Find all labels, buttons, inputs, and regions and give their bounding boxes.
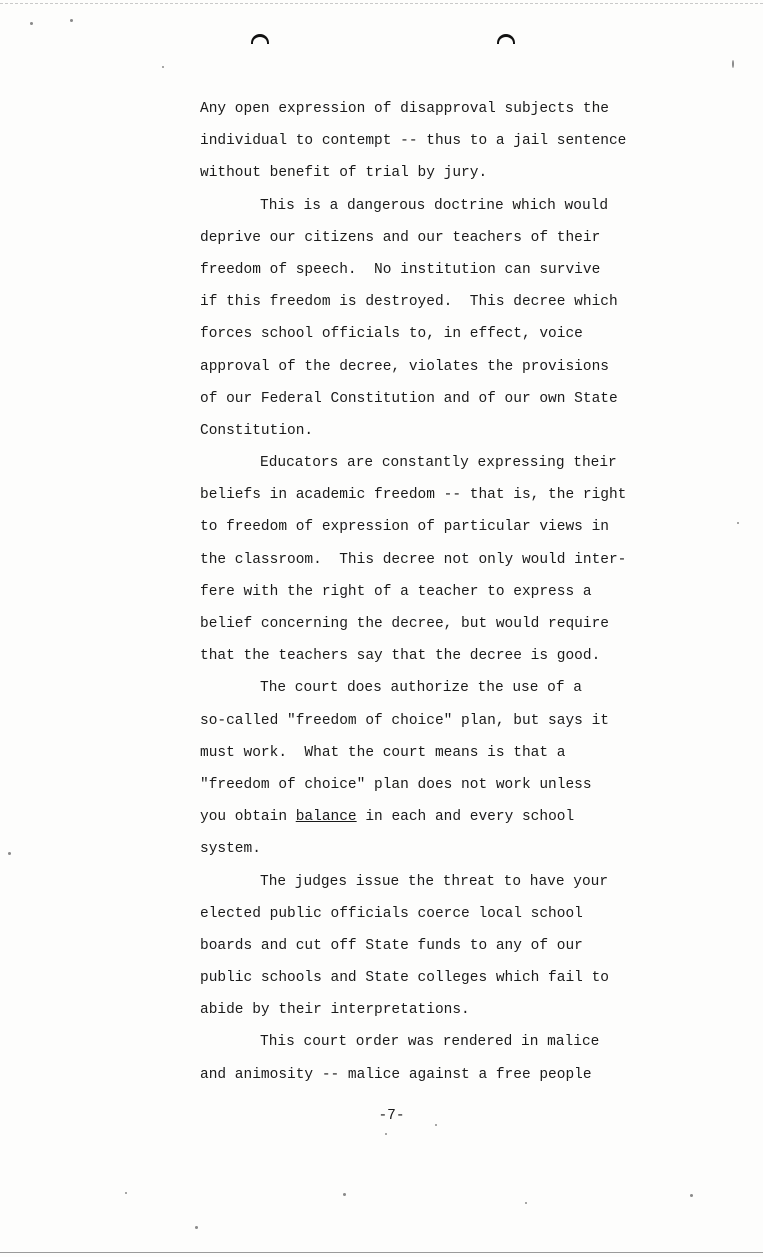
text-line: forces school officials to, in effect, voice: [200, 326, 583, 343]
text-line: Any open expression of disapproval subjects the: [200, 101, 609, 117]
text-line: This is a dangerous doctrine which would: [260, 197, 609, 214]
text-line: abide by their interpretations.: [200, 1002, 470, 1019]
text-line: fere with the right of a teacher to express a: [200, 583, 592, 600]
page-number: -7-: [378, 1108, 405, 1124]
text-line: beliefs in academic freedom -- that is, the right: [200, 487, 627, 504]
text-line: Constitution.: [200, 422, 314, 439]
text-line: system.: [200, 841, 261, 858]
scan-speck: [343, 1193, 346, 1196]
text-line: The judges issue the threat to have your: [260, 873, 609, 890]
top-edge-rule: [0, 3, 763, 4]
scan-speck: [30, 22, 33, 25]
text-line: must work. What the court means is that a: [200, 744, 566, 761]
scan-speck: [125, 1192, 127, 1194]
scan-speck: [737, 522, 739, 524]
text-line: belief concerning the decree, but would require: [200, 616, 609, 632]
underlined-word: balance: [295, 809, 357, 826]
text-line: to freedom of expression of particular views in: [200, 519, 609, 536]
text-line: so-called "freedom of choice" plan, but says it: [200, 712, 609, 729]
document-body: [200, 93, 640, 1091]
text-line: The court does authorize the use of a: [260, 680, 582, 697]
text-line: without benefit of trial by jury.: [200, 165, 488, 182]
scan-speck: [195, 1226, 198, 1229]
scan-speck: [385, 1133, 387, 1135]
binding-mark-right: [497, 34, 515, 44]
text-line: boards and cut off State funds to any of our: [200, 937, 583, 954]
text-line: approval of the decree, violates the provisions: [200, 358, 609, 375]
text-line: elected public officials coerce local school: [200, 905, 583, 922]
scan-speck: [732, 60, 734, 68]
text-line: the classroom. This decree not only would inter-: [200, 551, 627, 568]
scan-speck: [525, 1202, 527, 1204]
scan-speck: [690, 1194, 693, 1197]
text-line: of our Federal Constitution and of our own State: [200, 390, 618, 407]
text-line: that the teachers say that the decree is good.: [200, 648, 601, 665]
binding-mark-left: [251, 34, 269, 44]
text-line: you obtain balance in each and every school: [200, 809, 575, 826]
scan-speck: [435, 1124, 437, 1126]
text-line: and animosity -- malice against a free people: [200, 1066, 592, 1083]
text-line: if this freedom is destroyed. This decree which: [200, 294, 618, 311]
text-line: deprive our citizens and our teachers of their: [200, 229, 601, 246]
text-line: This court order was rendered in malice: [260, 1034, 600, 1051]
text-line: individual to contempt -- thus to a jail sentence: [200, 133, 627, 150]
text-line: freedom of speech. No institution can survive: [200, 261, 601, 278]
text-line: Educators are constantly expressing their: [260, 455, 617, 472]
text-line: "freedom of choice" plan does not work unless: [200, 776, 592, 793]
scan-speck: [70, 19, 73, 22]
bottom-edge-rule: [0, 1252, 763, 1253]
scan-speck: [162, 66, 164, 68]
scan-speck: [8, 852, 11, 855]
text-line: public schools and State colleges which fail to: [200, 970, 609, 987]
